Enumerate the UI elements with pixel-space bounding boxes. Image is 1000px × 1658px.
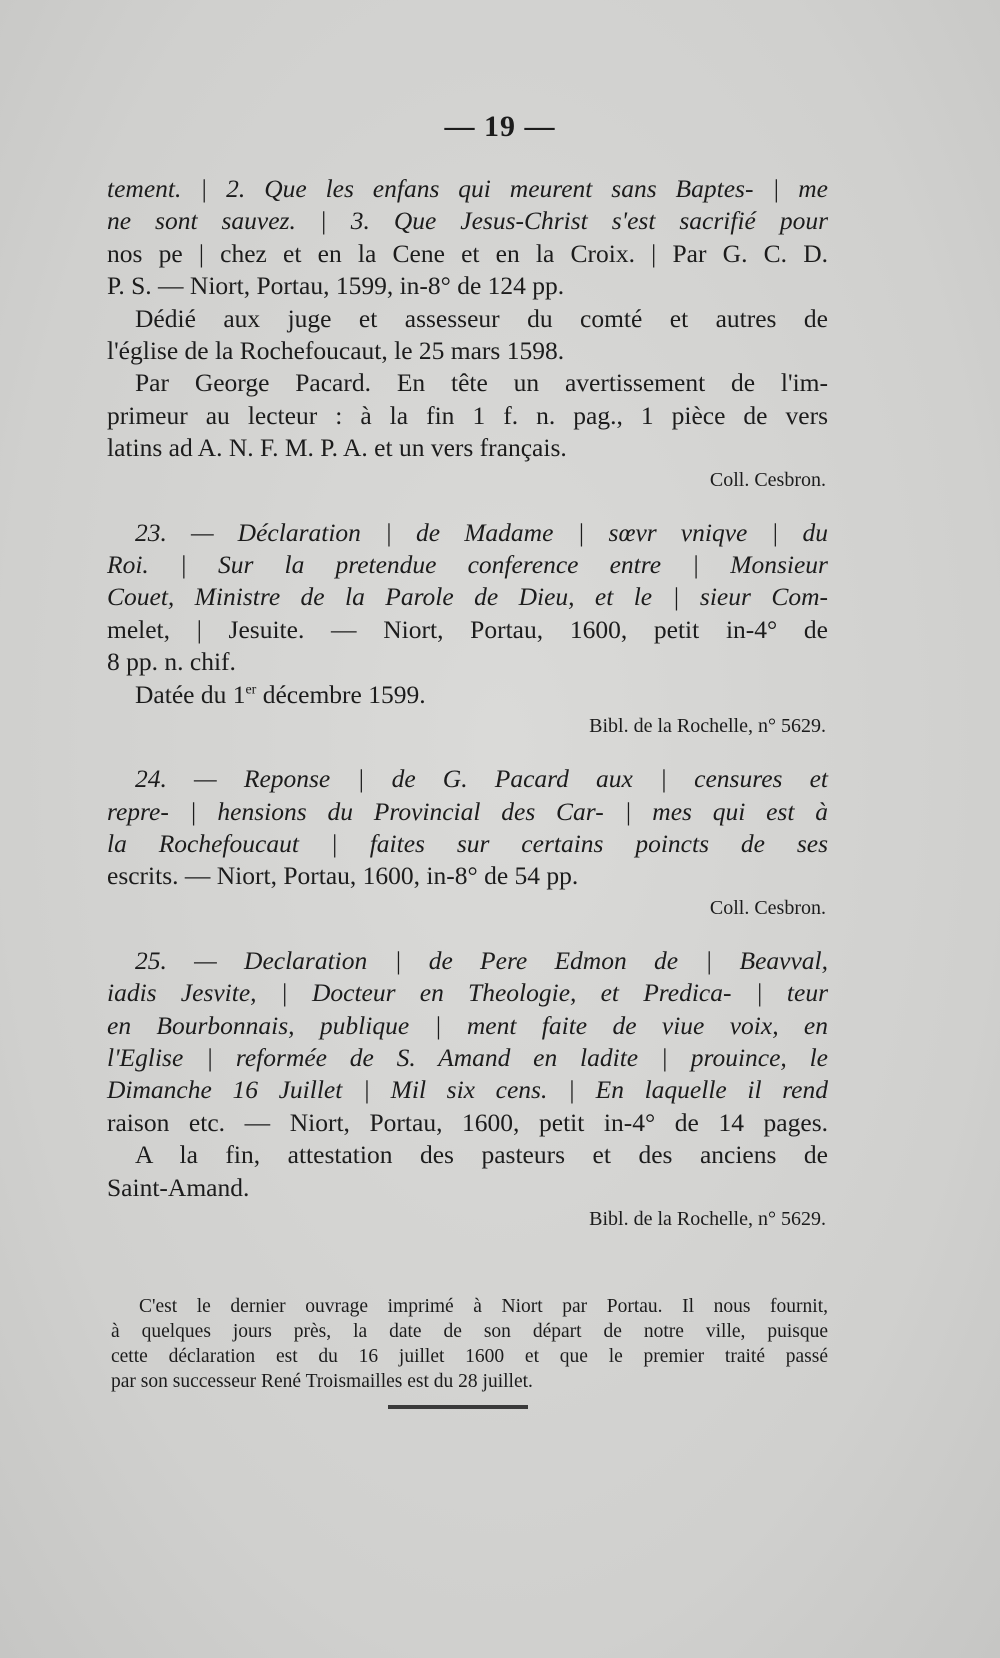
date-prefix: Datée du 1 xyxy=(135,679,246,709)
entry-24-title-line: repre- | hensions du Provincial des Car- | mes qui est à xyxy=(107,796,828,826)
entry-22-text-2: ne sont sauvez. | 3. Que Jesus-Christ s'est sacrifié pour xyxy=(107,206,828,236)
date-suffix: décembre 1599. xyxy=(256,679,426,709)
entry-24-title-line: la Rochefoucaut | faites sur certains poincts de ses xyxy=(107,828,828,858)
footnote-line: à quelques jours près, la date de son départ de notre ville, puisque xyxy=(111,1321,828,1342)
entry-23-imprint-line: 8 pp. n. chif. xyxy=(107,647,236,677)
entry-25-title-line: Dimanche 16 Juillet | Mil six cens. | En laquelle il rend xyxy=(107,1075,828,1105)
entry-22-author-line: Par George Pacard. En tête un avertissement de l'im- xyxy=(135,368,828,398)
entry-24-title-line: 24. — Reponse | de G. Pacard aux | censures et xyxy=(135,764,828,794)
entry-22-text-3: nos pe | chez et en la Cene et en la Croix. | Par G. C. D. xyxy=(107,238,828,268)
page-number: — 19 — xyxy=(444,110,556,143)
footnote xyxy=(111,1294,828,1394)
entry-25 xyxy=(107,945,828,1234)
entry-22-note-line: Dédié aux juge et assesseur du comté et autres de xyxy=(135,303,828,333)
date-superscript: er xyxy=(245,682,257,698)
entry-22-title-line xyxy=(107,205,828,237)
entry-23-title-line: Roi. | Sur la pretendue conference entre | Monsieur xyxy=(107,550,828,580)
bibliography-body xyxy=(107,173,828,1234)
entry-22-note-line: l'église de la Rochefoucaut, le 25 mars 1598. xyxy=(107,336,565,366)
entry-22-holding: Coll. Cesbron. xyxy=(709,468,826,491)
entry-22-title-line xyxy=(107,173,828,205)
entry-25-imprint-line: raison etc. — Niort, Portau, 1600, petit in-4° de 14 pages. xyxy=(107,1107,828,1137)
entry-25-title-line: en Bourbonnais, publique | ment faite de viue voix, en xyxy=(107,1010,828,1040)
section-divider-rule xyxy=(388,1405,528,1409)
entry-24 xyxy=(107,763,828,923)
footnote-line: C'est le dernier ouvrage imprimé à Niort par Portau. Il nous fournit, xyxy=(139,1296,828,1317)
entry-24-imprint-line: escrits. — Niort, Portau, 1600, in-8° de 54 pp. xyxy=(107,861,579,891)
entry-25-title-line: iadis Jesvite, | Docteur en Theologie, et Predica- | teur xyxy=(107,978,828,1008)
entry-23-holding: Bibl. de la Rochelle, n° 5629. xyxy=(589,715,826,738)
entry-23 xyxy=(107,517,828,741)
entry-22-continued xyxy=(107,173,828,495)
footnote-line: par son successeur René Troismailles est du 28 juillet. xyxy=(111,1371,533,1392)
entry-spacer xyxy=(107,741,828,763)
entry-23-date-line xyxy=(107,679,828,711)
entry-spacer xyxy=(107,495,828,517)
entry-25-holding: Bibl. de la Rochelle, n° 5629. xyxy=(589,1207,826,1230)
entry-25-title-line: 25. — Declaration | de Pere Edmon de | Beavval, xyxy=(135,945,828,975)
entry-25-note-line: Saint-Amand. xyxy=(107,1172,250,1202)
entry-23-title-line: Couet, Ministre de la Parole de Dieu, et le | sieur Com- xyxy=(107,582,828,612)
entry-23-imprint-line: melet, | Jesuite. — Niort, Portau, 1600, petit in-4° de xyxy=(107,614,828,644)
entry-22-text-1: tement. | 2. Que les enfans qui meurent sans Baptes- | me xyxy=(107,174,828,203)
footnote-line: cette déclaration est du 16 juillet 1600 et que le premier traité passé xyxy=(111,1346,828,1367)
entry-25-note-line: A la fin, attestation des pasteurs et des anciens de xyxy=(135,1140,828,1170)
entry-22-author-line: primeur au lecteur : à la fin 1 f. n. pag., 1 pièce de vers xyxy=(107,400,828,430)
entry-22-imprint-line: P. S. — Niort, Portau, 1599, in-8° de 124 pp. xyxy=(107,271,565,301)
entry-spacer xyxy=(107,923,828,945)
entry-23-title-line: 23. — Déclaration | de Madame | sœvr vniqve | du xyxy=(135,517,828,547)
entry-25-title-line: l'Eglise | reformée de S. Amand en ladite | prouince, le xyxy=(107,1042,828,1072)
entry-22-author-line: latins ad A. N. F. M. P. A. et un vers français. xyxy=(107,433,567,463)
entry-22-title-line xyxy=(107,238,828,270)
entry-24-holding: Coll. Cesbron. xyxy=(709,896,826,919)
